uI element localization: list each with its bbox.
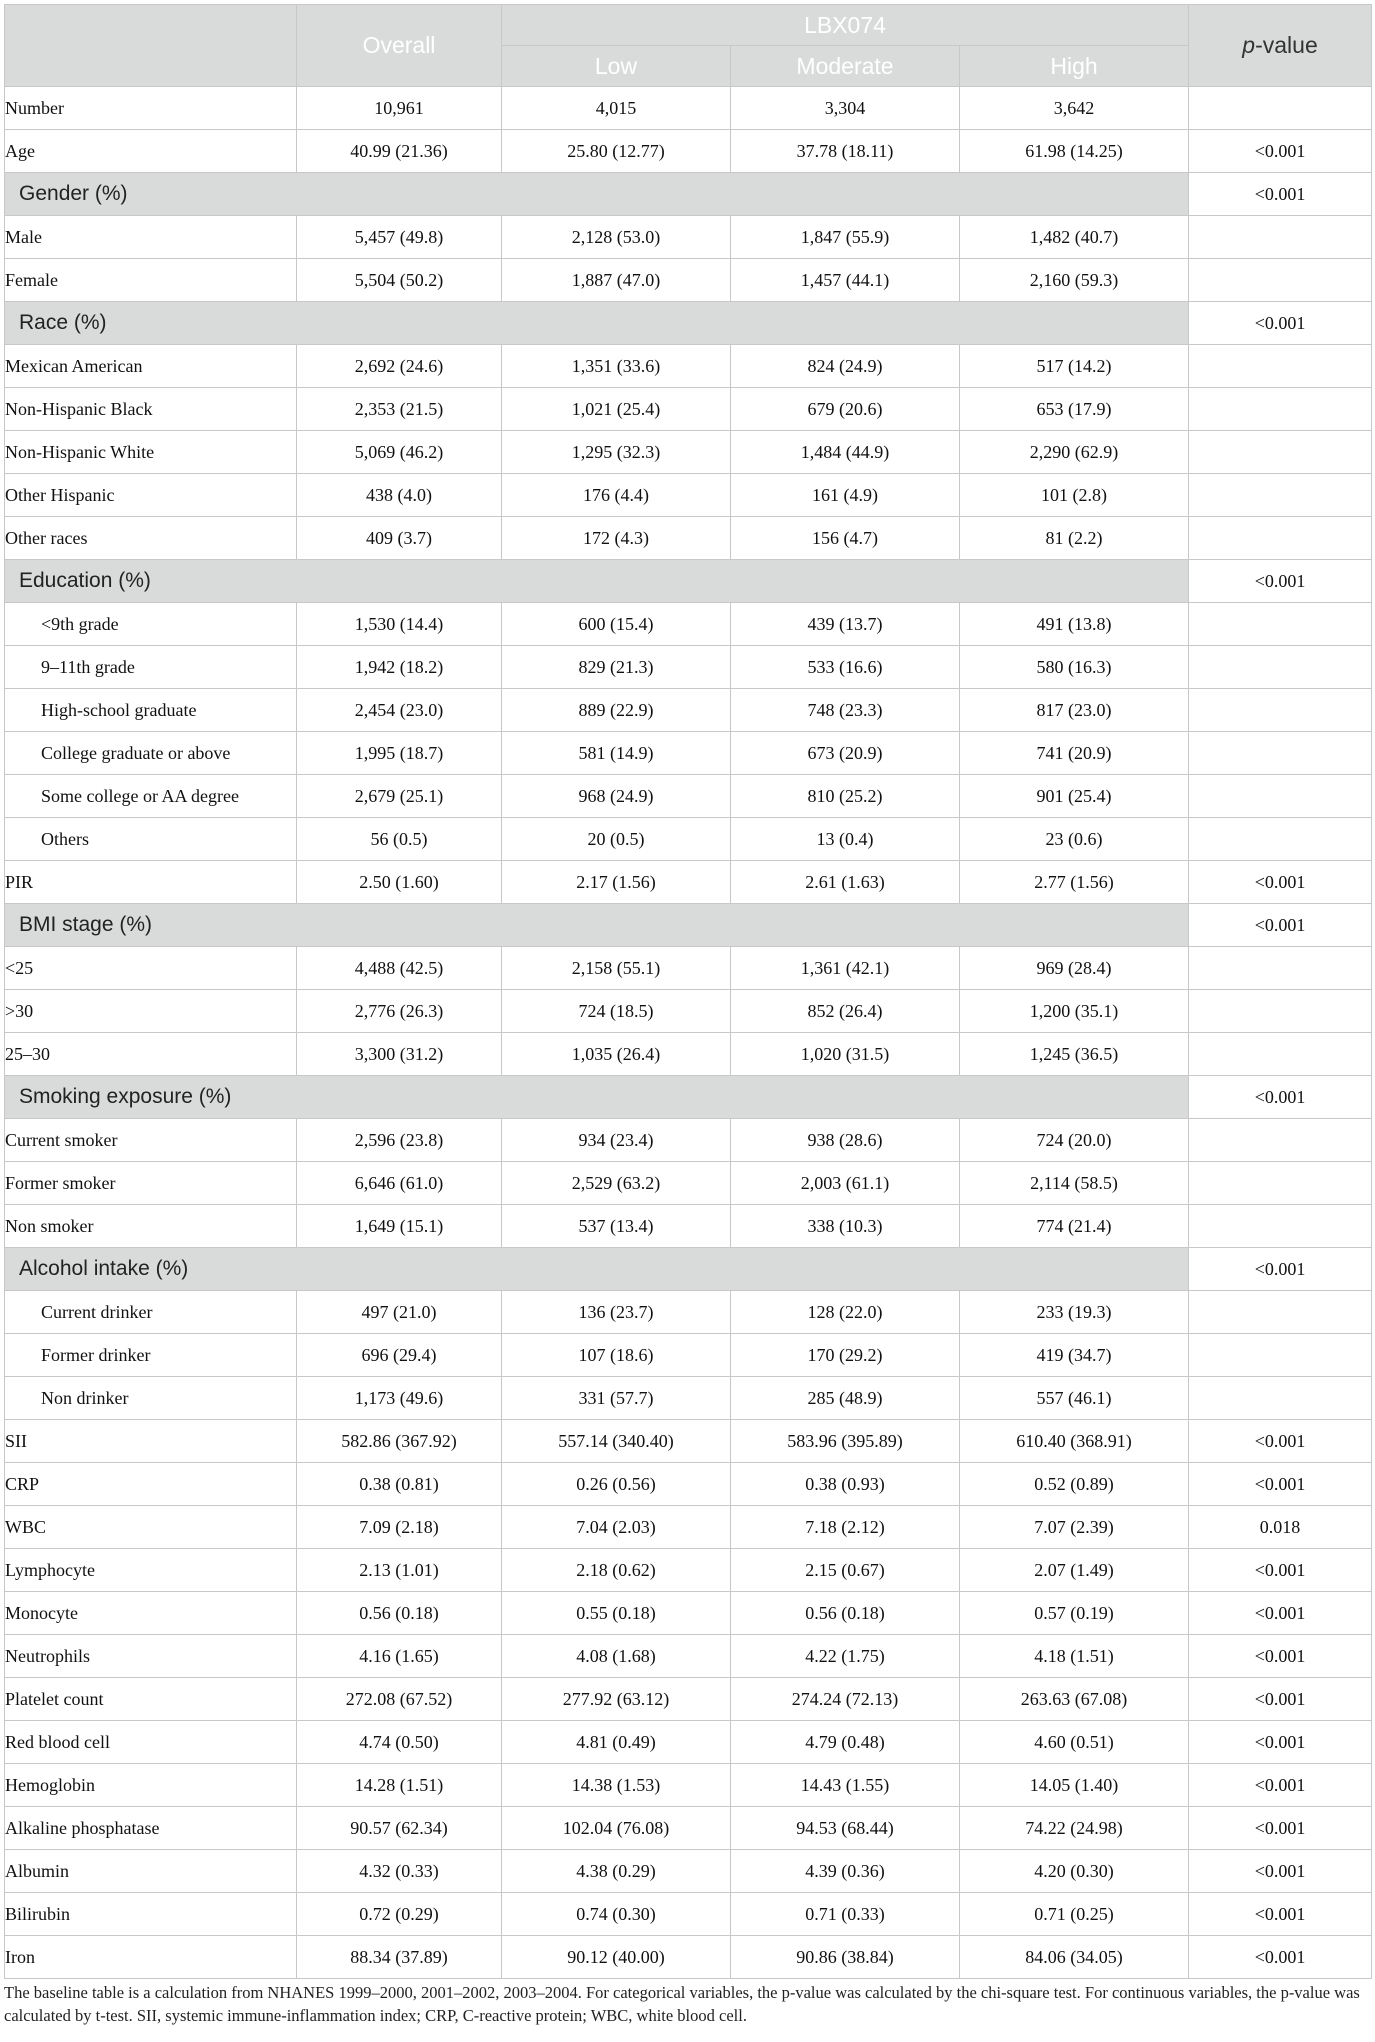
cell-moderate: 3,304 [731,87,960,130]
cell-high: 1,245 (36.5) [960,1033,1189,1076]
cell-overall: 14.28 (1.51) [297,1764,502,1807]
cell-pvalue [1189,1205,1372,1248]
header-overall: Overall [297,5,502,87]
cell-low: 4.81 (0.49) [502,1721,731,1764]
cell-moderate: 4.22 (1.75) [731,1635,960,1678]
cell-moderate: 274.24 (72.13) [731,1678,960,1721]
cell-moderate: 13 (0.4) [731,818,960,861]
cell-low: 90.12 (40.00) [502,1936,731,1979]
cell-low: 14.38 (1.53) [502,1764,731,1807]
table-row [5,1592,1372,1635]
cell-overall: 497 (21.0) [297,1291,502,1334]
cell-pvalue: <0.001 [1189,1463,1372,1506]
table-row [5,1291,1372,1334]
row-label: Age [5,130,297,173]
section-pvalue: <0.001 [1189,302,1372,345]
row-label: Platelet count [5,1678,297,1721]
section-pvalue: <0.001 [1189,173,1372,216]
cell-pvalue [1189,818,1372,861]
table-row [5,1549,1372,1592]
row-label: Neutrophils [5,1635,297,1678]
cell-low: 25.80 (12.77) [502,130,731,173]
cell-pvalue: <0.001 [1189,1678,1372,1721]
table-row [5,1119,1372,1162]
cell-overall: 0.72 (0.29) [297,1893,502,1936]
row-label: Other Hispanic [5,474,297,517]
cell-high: 419 (34.7) [960,1334,1189,1377]
header-pvalue [1189,5,1372,87]
cell-high: 2.77 (1.56) [960,861,1189,904]
section-label: Smoking exposure (%) [5,1076,1189,1119]
cell-pvalue [1189,345,1372,388]
row-label: PIR [5,861,297,904]
table-row [5,1033,1372,1076]
cell-pvalue: <0.001 [1189,1936,1372,1979]
cell-low: 107 (18.6) [502,1334,731,1377]
row-label: Monocyte [5,1592,297,1635]
cell-overall: 5,457 (49.8) [297,216,502,259]
table-row [5,517,1372,560]
row-label: Bilirubin [5,1893,297,1936]
cell-high: 901 (25.4) [960,775,1189,818]
row-label: Mexican American [5,345,297,388]
cell-low: 176 (4.4) [502,474,731,517]
cell-low: 20 (0.5) [502,818,731,861]
row-label: Other races [5,517,297,560]
row-label: Former smoker [5,1162,297,1205]
cell-moderate: 2.61 (1.63) [731,861,960,904]
cell-low: 889 (22.9) [502,689,731,732]
section-label: Race (%) [5,302,1189,345]
cell-moderate: 156 (4.7) [731,517,960,560]
table-row [5,603,1372,646]
cell-moderate: 128 (22.0) [731,1291,960,1334]
cell-low: 557.14 (340.40) [502,1420,731,1463]
cell-pvalue [1189,1162,1372,1205]
cell-high: 61.98 (14.25) [960,130,1189,173]
cell-overall: 2,679 (25.1) [297,775,502,818]
section-label: Gender (%) [5,173,1189,216]
cell-pvalue: <0.001 [1189,1721,1372,1764]
cell-high: 653 (17.9) [960,388,1189,431]
cell-overall: 90.57 (62.34) [297,1807,502,1850]
cell-pvalue [1189,990,1372,1033]
cell-pvalue [1189,1334,1372,1377]
cell-high: 233 (19.3) [960,1291,1189,1334]
row-label: Albumin [5,1850,297,1893]
row-label: Non-Hispanic Black [5,388,297,431]
table-row [5,1936,1372,1979]
cell-overall: 2,692 (24.6) [297,345,502,388]
section-row [5,560,1372,603]
cell-moderate: 1,361 (42.1) [731,947,960,990]
cell-low: 2,158 (55.1) [502,947,731,990]
header-corner [5,5,297,87]
section-label: Education (%) [5,560,1189,603]
cell-low: 4,015 [502,87,731,130]
table-row [5,1721,1372,1764]
table-row [5,1506,1372,1549]
cell-overall: 40.99 (21.36) [297,130,502,173]
cell-high: 81 (2.2) [960,517,1189,560]
cell-pvalue [1189,603,1372,646]
header-pvalue-italic: p [1242,32,1256,58]
cell-moderate: 37.78 (18.11) [731,130,960,173]
cell-overall: 2,353 (21.5) [297,388,502,431]
cell-overall: 1,942 (18.2) [297,646,502,689]
cell-moderate: 679 (20.6) [731,388,960,431]
cell-overall: 1,649 (15.1) [297,1205,502,1248]
cell-pvalue [1189,1033,1372,1076]
cell-overall: 1,530 (14.4) [297,603,502,646]
cell-low: 724 (18.5) [502,990,731,1033]
section-row [5,302,1372,345]
cell-pvalue [1189,431,1372,474]
cell-pvalue [1189,216,1372,259]
row-label: >30 [5,990,297,1033]
row-label: Iron [5,1936,297,1979]
cell-pvalue: <0.001 [1189,1549,1372,1592]
table-row [5,1463,1372,1506]
header-low: Low [502,46,731,87]
cell-low: 829 (21.3) [502,646,731,689]
section-pvalue: <0.001 [1189,1076,1372,1119]
table-row [5,818,1372,861]
cell-pvalue: <0.001 [1189,1850,1372,1893]
row-label: Lymphocyte [5,1549,297,1592]
cell-high: 0.71 (0.25) [960,1893,1189,1936]
table-body [5,87,1372,1979]
section-label: BMI stage (%) [5,904,1189,947]
table-row [5,1334,1372,1377]
row-label: Current drinker [5,1291,297,1334]
cell-moderate: 338 (10.3) [731,1205,960,1248]
row-label: Non-Hispanic White [5,431,297,474]
cell-moderate: 285 (48.9) [731,1377,960,1420]
section-pvalue: <0.001 [1189,1248,1372,1291]
cell-moderate: 439 (13.7) [731,603,960,646]
table-row [5,775,1372,818]
cell-high: 741 (20.9) [960,732,1189,775]
cell-low: 172 (4.3) [502,517,731,560]
cell-overall: 4.16 (1.65) [297,1635,502,1678]
cell-overall: 2.13 (1.01) [297,1549,502,1592]
row-label: 25–30 [5,1033,297,1076]
section-label: Alcohol intake (%) [5,1248,1189,1291]
row-label: High-school graduate [5,689,297,732]
row-label: Alkaline phosphatase [5,1807,297,1850]
baseline-table [4,4,1372,1979]
cell-overall: 1,995 (18.7) [297,732,502,775]
table-container [4,4,1371,1979]
header-high: High [960,46,1189,87]
cell-low: 1,887 (47.0) [502,259,731,302]
cell-pvalue: <0.001 [1189,1592,1372,1635]
cell-pvalue [1189,259,1372,302]
cell-overall: 2,776 (26.3) [297,990,502,1033]
cell-overall: 409 (3.7) [297,517,502,560]
row-label: Hemoglobin [5,1764,297,1807]
cell-overall: 4.32 (0.33) [297,1850,502,1893]
cell-low: 2,529 (63.2) [502,1162,731,1205]
cell-low: 1,351 (33.6) [502,345,731,388]
row-label: CRP [5,1463,297,1506]
table-row [5,990,1372,1033]
cell-overall: 272.08 (67.52) [297,1678,502,1721]
cell-moderate: 810 (25.2) [731,775,960,818]
cell-pvalue: 0.018 [1189,1506,1372,1549]
cell-overall: 88.34 (37.89) [297,1936,502,1979]
cell-moderate: 852 (26.4) [731,990,960,1033]
cell-moderate: 1,457 (44.1) [731,259,960,302]
cell-low: 581 (14.9) [502,732,731,775]
table-row [5,861,1372,904]
cell-high: 774 (21.4) [960,1205,1189,1248]
cell-moderate: 14.43 (1.55) [731,1764,960,1807]
table-row [5,388,1372,431]
row-label: Red blood cell [5,1721,297,1764]
cell-high: 491 (13.8) [960,603,1189,646]
cell-low: 331 (57.7) [502,1377,731,1420]
section-row [5,904,1372,947]
cell-high: 4.60 (0.51) [960,1721,1189,1764]
cell-low: 7.04 (2.03) [502,1506,731,1549]
table-row [5,1764,1372,1807]
cell-high: 74.22 (24.98) [960,1807,1189,1850]
cell-low: 600 (15.4) [502,603,731,646]
cell-high: 14.05 (1.40) [960,1764,1189,1807]
cell-pvalue [1189,1377,1372,1420]
cell-overall: 7.09 (2.18) [297,1506,502,1549]
cell-low: 102.04 (76.08) [502,1807,731,1850]
cell-high: 7.07 (2.39) [960,1506,1189,1549]
cell-high: 0.52 (0.89) [960,1463,1189,1506]
cell-high: 517 (14.2) [960,345,1189,388]
table-row [5,1678,1372,1721]
cell-pvalue [1189,689,1372,732]
table-row [5,1162,1372,1205]
row-label: Number [5,87,297,130]
cell-overall: 5,069 (46.2) [297,431,502,474]
cell-high: 4.20 (0.30) [960,1850,1189,1893]
row-label: SII [5,1420,297,1463]
cell-high: 3,642 [960,87,1189,130]
cell-pvalue: <0.001 [1189,1635,1372,1678]
cell-overall: 2,596 (23.8) [297,1119,502,1162]
cell-high: 580 (16.3) [960,646,1189,689]
cell-pvalue [1189,646,1372,689]
cell-high: 2,114 (58.5) [960,1162,1189,1205]
row-label: College graduate or above [5,732,297,775]
cell-high: 969 (28.4) [960,947,1189,990]
cell-pvalue [1189,1119,1372,1162]
table-row [5,1420,1372,1463]
cell-high: 2,160 (59.3) [960,259,1189,302]
cell-low: 1,035 (26.4) [502,1033,731,1076]
table-row [5,87,1372,130]
table-row [5,431,1372,474]
row-label: Non smoker [5,1205,297,1248]
cell-pvalue [1189,87,1372,130]
table-row [5,1850,1372,1893]
cell-moderate: 7.18 (2.12) [731,1506,960,1549]
cell-low: 1,021 (25.4) [502,388,731,431]
cell-moderate: 161 (4.9) [731,474,960,517]
cell-moderate: 4.39 (0.36) [731,1850,960,1893]
cell-overall: 3,300 (31.2) [297,1033,502,1076]
cell-low: 2,128 (53.0) [502,216,731,259]
cell-high: 84.06 (34.05) [960,1936,1189,1979]
cell-pvalue: <0.001 [1189,861,1372,904]
cell-low: 277.92 (63.12) [502,1678,731,1721]
section-row [5,1248,1372,1291]
table-row [5,1377,1372,1420]
cell-overall: 2,454 (23.0) [297,689,502,732]
cell-low: 0.74 (0.30) [502,1893,731,1936]
table-row [5,732,1372,775]
cell-moderate: 0.38 (0.93) [731,1463,960,1506]
cell-high: 4.18 (1.51) [960,1635,1189,1678]
header-group: LBX074 [502,5,1189,46]
row-label: <25 [5,947,297,990]
cell-moderate: 673 (20.9) [731,732,960,775]
row-label: Former drinker [5,1334,297,1377]
table-row [5,1635,1372,1678]
cell-pvalue [1189,474,1372,517]
cell-pvalue [1189,388,1372,431]
table-row [5,1893,1372,1936]
cell-moderate: 1,484 (44.9) [731,431,960,474]
cell-overall: 4,488 (42.5) [297,947,502,990]
cell-low: 968 (24.9) [502,775,731,818]
cell-low: 0.26 (0.56) [502,1463,731,1506]
cell-high: 724 (20.0) [960,1119,1189,1162]
cell-low: 4.38 (0.29) [502,1850,731,1893]
cell-pvalue: <0.001 [1189,1893,1372,1936]
header-moderate: Moderate [731,46,960,87]
cell-overall: 0.38 (0.81) [297,1463,502,1506]
cell-moderate: 824 (24.9) [731,345,960,388]
cell-moderate: 170 (29.2) [731,1334,960,1377]
cell-overall: 56 (0.5) [297,818,502,861]
cell-high: 1,482 (40.7) [960,216,1189,259]
row-label: Non drinker [5,1377,297,1420]
cell-high: 557 (46.1) [960,1377,1189,1420]
table-row [5,130,1372,173]
cell-low: 537 (13.4) [502,1205,731,1248]
cell-pvalue: <0.001 [1189,1807,1372,1850]
row-label: <9th grade [5,603,297,646]
cell-high: 101 (2.8) [960,474,1189,517]
row-label: Male [5,216,297,259]
table-row [5,259,1372,302]
cell-high: 23 (0.6) [960,818,1189,861]
section-row [5,173,1372,216]
cell-moderate: 94.53 (68.44) [731,1807,960,1850]
cell-overall: 6,646 (61.0) [297,1162,502,1205]
row-label: Current smoker [5,1119,297,1162]
cell-low: 0.55 (0.18) [502,1592,731,1635]
cell-overall: 696 (29.4) [297,1334,502,1377]
cell-overall: 10,961 [297,87,502,130]
cell-pvalue: <0.001 [1189,1764,1372,1807]
cell-high: 2.07 (1.49) [960,1549,1189,1592]
cell-moderate: 2.15 (0.67) [731,1549,960,1592]
row-label: Female [5,259,297,302]
cell-pvalue: <0.001 [1189,130,1372,173]
cell-low: 4.08 (1.68) [502,1635,731,1678]
cell-high: 263.63 (67.08) [960,1678,1189,1721]
cell-moderate: 1,020 (31.5) [731,1033,960,1076]
cell-low: 1,295 (32.3) [502,431,731,474]
section-row [5,1076,1372,1119]
cell-high: 610.40 (368.91) [960,1420,1189,1463]
table-row [5,216,1372,259]
cell-pvalue [1189,1291,1372,1334]
table-row [5,646,1372,689]
cell-moderate: 1,847 (55.9) [731,216,960,259]
table-row [5,689,1372,732]
cell-high: 817 (23.0) [960,689,1189,732]
cell-overall: 5,504 (50.2) [297,259,502,302]
cell-high: 0.57 (0.19) [960,1592,1189,1635]
table-row [5,1205,1372,1248]
cell-pvalue [1189,775,1372,818]
cell-overall: 0.56 (0.18) [297,1592,502,1635]
cell-moderate: 2,003 (61.1) [731,1162,960,1205]
cell-low: 2.17 (1.56) [502,861,731,904]
table-row [5,947,1372,990]
table-row [5,1807,1372,1850]
row-label: WBC [5,1506,297,1549]
cell-moderate: 938 (28.6) [731,1119,960,1162]
cell-moderate: 748 (23.3) [731,689,960,732]
table-header [5,5,1372,87]
header-pvalue-rest: -value [1255,32,1318,58]
cell-pvalue [1189,732,1372,775]
row-label: 9–11th grade [5,646,297,689]
cell-moderate: 90.86 (38.84) [731,1936,960,1979]
cell-moderate: 0.71 (0.33) [731,1893,960,1936]
cell-high: 2,290 (62.9) [960,431,1189,474]
cell-overall: 4.74 (0.50) [297,1721,502,1764]
section-pvalue: <0.001 [1189,560,1372,603]
cell-overall: 1,173 (49.6) [297,1377,502,1420]
cell-moderate: 0.56 (0.18) [731,1592,960,1635]
cell-overall: 438 (4.0) [297,474,502,517]
cell-low: 136 (23.7) [502,1291,731,1334]
cell-moderate: 583.96 (395.89) [731,1420,960,1463]
cell-moderate: 533 (16.6) [731,646,960,689]
cell-low: 934 (23.4) [502,1119,731,1162]
row-label: Some college or AA degree [5,775,297,818]
cell-pvalue [1189,947,1372,990]
cell-overall: 582.86 (367.92) [297,1420,502,1463]
table-footnote: The baseline table is a calculation from NHANES 1999–2000, 2001–2002, 2003–2004. For categorical variables, the p-value was calculated by the chi-square test. For continuous variables, the p-value was calculated by t-test. SII, systemic immune-inflammation index; CRP, C-reactive protein; WBC, white blood cell. [4,1983,1360,2025]
cell-high: 1,200 (35.1) [960,990,1189,1033]
section-pvalue: <0.001 [1189,904,1372,947]
cell-overall: 2.50 (1.60) [297,861,502,904]
table-row [5,474,1372,517]
cell-pvalue: <0.001 [1189,1420,1372,1463]
row-label: Others [5,818,297,861]
cell-moderate: 4.79 (0.48) [731,1721,960,1764]
cell-pvalue [1189,517,1372,560]
table-row [5,345,1372,388]
cell-low: 2.18 (0.62) [502,1549,731,1592]
